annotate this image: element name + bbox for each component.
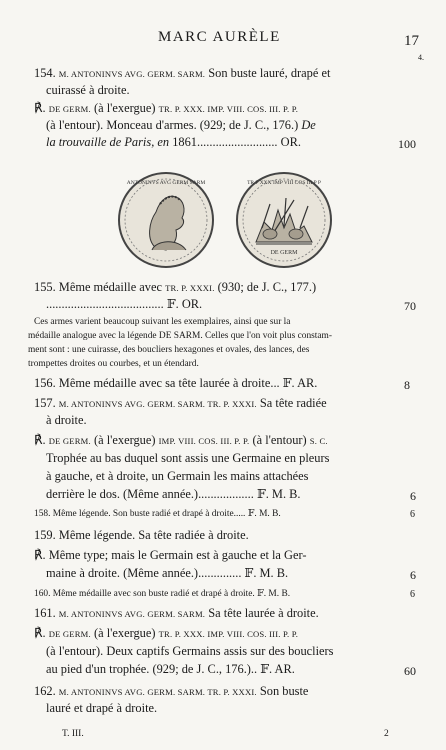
entry-155-line1: 155. Même médaille avec TR. P. XXXI. (930; de J. C., 177.)	[34, 280, 317, 294]
entry-161-reverse-line2: (à l'entour). Deux captifs Germains assis sur des boucliers	[46, 644, 334, 658]
price-161: 60	[404, 664, 416, 678]
entry-161-reverse-line3: au pied d'un trophée. (929; de J. C., 176.).. 𝔽. AR.	[46, 662, 295, 676]
corner-mark: 4.	[418, 53, 424, 62]
metal: 𝔽. AR.	[282, 376, 318, 390]
entry-155-line2: ...................................... 𝔽. OR.	[46, 297, 203, 311]
metal: 𝔽. M. B.	[257, 589, 291, 599]
metal: 𝔽. M. B.	[256, 487, 301, 501]
reverse-legend-2: TR. P. XXX. IMP. VIII. COS. III. P. P.	[158, 104, 299, 114]
entry-159-reverse-line1: ℟. Même type; mais le Germain est à gauche et la Ger-	[34, 548, 307, 562]
price-156: 8	[404, 378, 410, 392]
entry-157-reverse-line2: Trophée au bas duquel sont assis une Germaine en pleurs	[46, 451, 330, 465]
entry-157-reverse-line3: à gauche, et à droite, un Germain les mains attachées	[46, 469, 309, 483]
entry-number: 154.	[34, 66, 56, 80]
reverse-exergue: (à l'exergue)	[93, 101, 156, 115]
entry-158: 158. Même légende. Son buste radié et drapé à droite..... 𝔽. M. B.	[34, 509, 281, 519]
coin-obverse-image	[116, 170, 216, 270]
entry-162-line2: lauré et drapé à droite.	[46, 701, 158, 715]
entry-161-reverse-line1: ℟. DE GERM. (à l'exergue) TR. P. XXX. IMP. VIII. COS. III. P. P.	[34, 626, 299, 640]
metal: OR.	[280, 135, 301, 149]
footer-volume: T. III.	[62, 729, 84, 739]
note-line-1: Ces armes varient beaucoup suivant les exemplaires, ainsi que sur la	[34, 317, 291, 327]
note-line-3: ment sont : une cuirasse, des boucliers hexagones et ovales, des lances, des	[28, 345, 310, 355]
coin-reverse-exergue: DE GERM	[270, 250, 298, 256]
entry-154-reverse-line3: la trouvaille de Paris, en 1861.......................... OR.	[46, 135, 301, 149]
coin-obverse-legend: ANTONINVS AVG GERM SARM	[126, 180, 206, 186]
price-159: 6	[410, 568, 416, 582]
entry-160: 160. Même médaille avec son buste radié et drapé à droite. 𝔽. M. B.	[34, 589, 291, 599]
entry-154-line1	[34, 66, 330, 82]
metal: 𝔽. M. B.	[244, 566, 289, 580]
price-160: 6	[410, 589, 415, 600]
note-line-2: médaille analogue avec la légende DE SARM. Celles que l'on voit plus constam-	[28, 331, 332, 341]
entry-156: 156. Même médaille avec sa tête laurée à droite... 𝔽. AR.	[34, 376, 318, 390]
reverse-symbol: ℟.	[34, 101, 46, 115]
price-155: 70	[404, 299, 416, 313]
entry-159-reverse-line2: maine à droite. (Même année.).............. 𝔽. M. B.	[46, 566, 289, 580]
entry-159-line1: 159. Même légende. Sa tête radiée à droite.	[34, 528, 249, 542]
entry-157-line1: 157. M. ANTONINVS AVG. GERM. SARM. TR. P. XXXI. Sa tête radiée	[34, 396, 327, 410]
running-title: MARC AURÈLE	[158, 29, 281, 45]
footer-signature: 2	[384, 729, 389, 739]
obverse-legend: M. ANTONINVS AVG. GERM. SARM.	[58, 69, 206, 79]
metal: 𝔽. OR.	[166, 297, 203, 311]
entry-157-reverse-line1: ℟. DE GERM. (à l'exergue) IMP. VIII. COS. III. P. P. (à l'entour) S. C.	[34, 433, 328, 447]
price-158: 6	[410, 509, 415, 520]
entry-154-line2: cuirassé à droite.	[46, 83, 130, 97]
entry-161-line1: 161. M. ANTONINVS AVG. GERM. SARM. Sa tête laurée à droite.	[34, 606, 319, 620]
reverse-legend: DE GERM.	[48, 104, 91, 114]
coin-reverse-image	[234, 170, 334, 270]
price-154: 100	[398, 137, 416, 151]
entry-157-line2: à droite.	[46, 413, 87, 427]
note-line-4: trompettes droites ou courbes, et un étendard.	[28, 359, 199, 369]
page-number: 17	[404, 33, 419, 49]
obverse-description: Son buste lauré, drapé et	[208, 66, 331, 80]
entry-154-reverse-line2: (à l'entour). Monceau d'armes. (929; de J. C., 176.) De	[46, 118, 316, 132]
coin-reverse-legend: TR P XXX IMP VIII COS III P P	[247, 180, 321, 186]
metal: 𝔽. AR.	[260, 662, 295, 676]
entry-154-reverse-line1	[34, 101, 298, 117]
entry-157-reverse-line4: derrière le dos. (Même année.).................. 𝔽. M. B.	[46, 487, 301, 501]
price-157: 6	[410, 489, 416, 503]
metal: 𝔽. M. B.	[247, 509, 281, 519]
entry-162-line1: 162. M. ANTONINVS AVG. GERM. SARM. TR. P. XXXI. Son buste	[34, 684, 309, 698]
